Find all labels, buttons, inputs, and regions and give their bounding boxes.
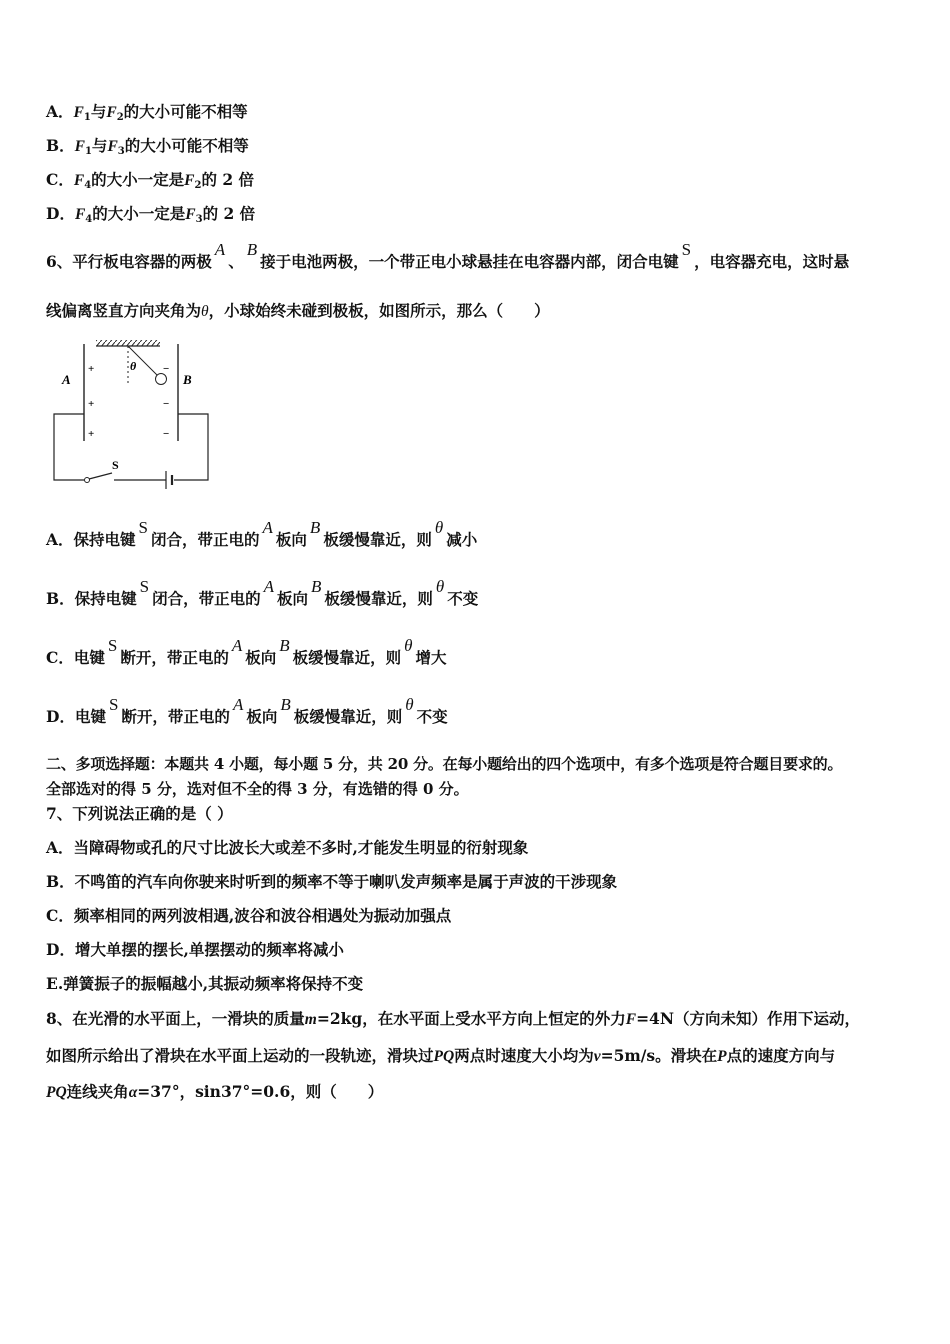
q5-option-d: D．$F_4$的大小一定是$F_3$的 2 倍 [46,204,256,225]
switch-label: S [112,458,119,472]
q6-option-c: C．电键S断开，带正电的A板向B板缓慢靠近，则θ增大 [46,636,447,667]
capacitor-circuit-figure [50,336,215,491]
plate-b-label: B [183,372,192,387]
switch-contact [85,478,90,483]
section2-instructions: 全部选对的得 5 分，选对但不全的得 3 分，有选错的得 0 分。 [46,780,469,798]
q6-option-d: D．电键S断开，带正电的A板向B板缓慢靠近，则θ不变 [46,695,448,726]
ceiling-hatch [96,340,160,346]
q5-option-c: C．$F_4$的大小一定是$F_2$的 2 倍 [46,170,255,191]
minus-sign: − [163,428,170,440]
plus-sign: + [88,398,95,410]
q7-option-b: B．不鸣笛的汽车向你驶来时听到的频率不等于喇叭发声频率是属于声波的干涉现象 [46,872,618,891]
circuit-wire-right [174,414,208,480]
q8-stem-line3: PQ连线夹角α=37°，sin37°=0.6，则（ ） [46,1082,384,1101]
q6-stem-line2: 线偏离竖直方向夹角为θ，小球始终未碰到极板，如图所示，那么（ ） [46,301,550,320]
q5-option-a: A．$F_1$与$F_2$的大小可能不相等 [46,102,248,123]
circuit-wire-left [54,414,84,480]
q5-option-b: B．$F_1$与$F_3$的大小可能不相等 [46,136,249,157]
q7-option-a: A．当障碍物或孔的尺寸比波长大或差不多时,才能发生明显的衍射现象 [46,838,529,857]
q6-option-a: A．保持电键S闭合，带正电的A板向B板缓慢靠近，则θ减小 [46,518,478,549]
q7-option-c: C．频率相同的两列波相遇,波谷和波谷相遇处为振动加强点 [46,906,452,925]
plus-sign: + [88,363,95,375]
plus-sign: + [88,428,95,440]
minus-sign: − [163,363,170,375]
section2-heading: 二、多项选择题：本题共 4 小题，每小题 5 分，共 20 分。在每小题给出的四个选项中，有多个选项是符合题目要求的。 [46,755,843,773]
q7-option-e: E.弹簧振子的振幅越小,其振动频率将保持不变 [46,974,364,993]
q6-stem-line1: 6、平行板电容器的两极A、B接于电池两极，一个带正电小球悬挂在电容器内部，闭合电键S，电容器充电，这时悬 [46,240,850,271]
charged-ball [156,374,167,385]
q7-stem: 7、下列说法正确的是（ ） [46,804,233,823]
q6-option-b: B．保持电键S闭合，带正电的A板向B板缓慢靠近，则θ不变 [46,577,479,608]
angle-label: θ [130,359,137,373]
minus-sign: − [163,398,170,410]
plate-a-label: A [62,372,71,387]
q8-stem-line2: 如图所示给出了滑块在水平面上运动的一段轨迹，滑块过PQ两点时速度大小均为v=5m/s。滑块在P点的速度方向与 [46,1046,836,1065]
q8-stem-line1: 8、在光滑的水平面上，一滑块的质量m=2kg，在水平面上受水平方向上恒定的外力F=4N（方向未知）作用下运动， [46,1009,861,1028]
switch-lever [89,473,112,479]
q7-option-d: D．增大单摆的摆长,单摆摆动的频率将减小 [46,940,344,959]
